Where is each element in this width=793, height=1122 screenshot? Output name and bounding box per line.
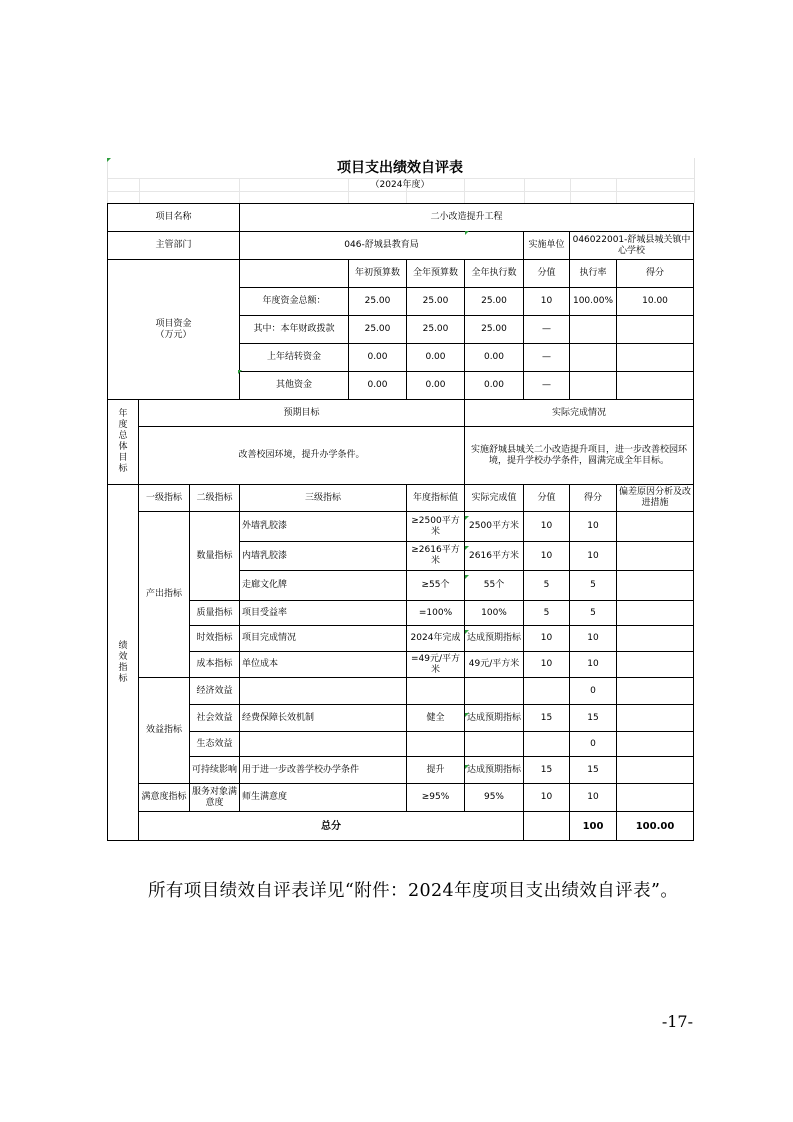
perf-score: 0 [570, 678, 617, 705]
funds-cell [570, 344, 617, 372]
total-score: 100.00 [617, 812, 694, 841]
cell-marker-icon [465, 516, 469, 520]
department-label: 主管部门 [108, 232, 240, 260]
perf-target: ≥55个 [407, 571, 465, 601]
funds-cell: — [524, 344, 570, 372]
perf-actual [465, 678, 524, 705]
evaluation-table [107, 203, 694, 841]
perf-row [108, 705, 694, 732]
project-name-value: 二小改造提升工程 [240, 204, 694, 232]
funds-row-label: 其他资金 [240, 372, 349, 400]
funds-row-label: 年度资金总额： [240, 288, 349, 316]
perf-row [108, 601, 694, 626]
perf-target: 健全 [407, 705, 465, 732]
perf-score: 0 [570, 732, 617, 757]
perf-score-max: 10 [524, 626, 570, 652]
perf-target: 2024年完成 [407, 626, 465, 652]
perf-row [108, 626, 694, 652]
perf-score-max: 10 [524, 652, 570, 678]
perf-l3 [240, 678, 407, 705]
perf-actual: 2616平方米 [465, 542, 524, 571]
perf-l3: 用于进一步改善学校办学条件 [240, 757, 407, 784]
perf-header: 偏差原因分析及改进措施 [617, 485, 694, 512]
perf-l3: 项目完成情况 [240, 626, 407, 652]
perf-score-max [524, 678, 570, 705]
funds-cell: 0.00 [407, 372, 465, 400]
perf-actual: 2500平方米 [465, 512, 524, 542]
funds-header-row [108, 260, 694, 288]
page-subtitle: （2024年度） [370, 180, 430, 190]
perf-header-row [108, 485, 694, 512]
perf-target: 提升 [407, 757, 465, 784]
perf-actual: 100% [465, 601, 524, 626]
perf-note [617, 601, 694, 626]
goals-label: 年度总体目标 [108, 400, 139, 485]
perf-l3: 项目受益率 [240, 601, 407, 626]
funds-cell: — [524, 372, 570, 400]
perf-l3: 经费保障长效机制 [240, 705, 407, 732]
perf-l1: 效益指标 [139, 678, 190, 784]
perf-row [108, 784, 694, 812]
perf-actual: 49元/平方米 [465, 652, 524, 678]
cell-marker-icon [465, 630, 469, 634]
goals-row [108, 427, 694, 485]
page-title: 项目支出绩效自评表 [337, 160, 463, 176]
perf-target [407, 678, 465, 705]
cell-marker-icon [465, 713, 469, 717]
perf-note [617, 757, 694, 784]
funds-blank-header [240, 260, 349, 288]
perf-note [617, 542, 694, 571]
total-max: 100 [570, 812, 617, 841]
perf-l2: 服务对象满意度 [190, 784, 240, 812]
perf-l1: 满意度指标 [139, 784, 190, 812]
unit-label: 实施单位 [524, 232, 570, 260]
project-name-label: 项目名称 [108, 204, 240, 232]
funds-cell: 25.00 [465, 288, 524, 316]
perf-l3: 单位成本 [240, 652, 407, 678]
cell-marker-icon [465, 546, 469, 550]
perf-note [617, 784, 694, 812]
unit-value: 046022001-舒城县城关镇中心学校 [570, 232, 694, 260]
perf-score-max: 10 [524, 542, 570, 571]
perf-score-max: 5 [524, 571, 570, 601]
perf-score: 15 [570, 757, 617, 784]
perf-l2: 时效指标 [190, 626, 240, 652]
perf-score-max: 10 [524, 784, 570, 812]
cell-marker-icon [465, 765, 469, 769]
perf-score-max [524, 732, 570, 757]
total-blank [524, 812, 570, 841]
perf-l2: 成本指标 [190, 652, 240, 678]
department-value: 046-舒城县教育局 [240, 232, 524, 260]
funds-cell: 0.00 [349, 344, 407, 372]
perf-l2: 生态效益 [190, 732, 240, 757]
perf-l2: 可持续影响 [190, 757, 240, 784]
perf-score: 10 [570, 542, 617, 571]
funds-header: 得分 [617, 260, 694, 288]
perf-score: 10 [570, 784, 617, 812]
perf-l3: 外墙乳胶漆 [240, 512, 407, 542]
perf-actual [465, 732, 524, 757]
funds-header: 执行率 [570, 260, 617, 288]
goals-header-row [108, 400, 694, 427]
perf-l2: 质量指标 [190, 601, 240, 626]
perf-header: 二级指标 [190, 485, 240, 512]
perf-header: 一级指标 [139, 485, 190, 512]
perf-header: 年度指标值 [407, 485, 465, 512]
funds-cell: 0.00 [465, 344, 524, 372]
perf-target: ≥2500平方米 [407, 512, 465, 542]
funds-header: 全年预算数 [407, 260, 465, 288]
goals-expected-header: 预期目标 [139, 400, 465, 427]
perf-score: 10 [570, 512, 617, 542]
perf-actual: 55个 [465, 571, 524, 601]
perf-target [407, 732, 465, 757]
perf-header: 三级指标 [240, 485, 407, 512]
perf-row [108, 652, 694, 678]
project-name-row [108, 204, 694, 232]
perf-score-max: 15 [524, 757, 570, 784]
funds-cell: 0.00 [465, 372, 524, 400]
funds-row-label: 其中：本年财政拨款 [240, 316, 349, 344]
perf-score-max: 15 [524, 705, 570, 732]
funds-cell: 10.00 [617, 288, 694, 316]
perf-row [108, 678, 694, 705]
funds-header: 年初预算数 [349, 260, 407, 288]
funds-row-label: 上年结转资金 [240, 344, 349, 372]
perf-row [108, 757, 694, 784]
goals-expected: 改善校园环境，提升办学条件。 [139, 427, 465, 485]
perf-l3: 师生满意度 [240, 784, 407, 812]
funds-cell [617, 344, 694, 372]
perf-header: 得分 [570, 485, 617, 512]
funds-header: 分值 [524, 260, 570, 288]
cell-marker-icon [465, 575, 469, 579]
body-paragraph: 所有项目绩效自评表详见“附件：2024年度项目支出绩效自评表”。 [148, 881, 679, 901]
perf-header: 分值 [524, 485, 570, 512]
funds-cell: 25.00 [349, 288, 407, 316]
perf-score: 5 [570, 571, 617, 601]
funds-header: 全年执行数 [465, 260, 524, 288]
perf-note [617, 512, 694, 542]
total-row [108, 812, 694, 841]
perf-l2: 数量指标 [190, 512, 240, 601]
perf-row [108, 732, 694, 757]
funds-cell: 0.00 [407, 344, 465, 372]
perf-l1: 产出指标 [139, 512, 190, 678]
perf-note [617, 705, 694, 732]
funds-cell [570, 316, 617, 344]
perf-row [108, 512, 694, 542]
total-label: 总分 [139, 812, 524, 841]
funds-cell [617, 372, 694, 400]
perf-note [617, 571, 694, 601]
funds-cell: 10 [524, 288, 570, 316]
perf-score: 5 [570, 601, 617, 626]
perf-target: =49元/平方米 [407, 652, 465, 678]
page-number: -17- [661, 1012, 693, 1031]
perf-note [617, 652, 694, 678]
perf-score-max: 5 [524, 601, 570, 626]
perf-actual: 达成预期指标 [465, 757, 524, 784]
perf-score-max: 10 [524, 512, 570, 542]
perf-actual: 达成预期指标 [465, 626, 524, 652]
perf-l2: 经济效益 [190, 678, 240, 705]
perf-target: ≥95% [407, 784, 465, 812]
department-row [108, 232, 694, 260]
performance-label: 绩效指标 [108, 485, 139, 841]
funds-cell: 25.00 [407, 288, 465, 316]
funds-cell [617, 316, 694, 344]
goals-actual-header: 实际完成情况 [465, 400, 694, 427]
funds-cell: — [524, 316, 570, 344]
funds-label: 项目资金 （万元） [108, 260, 240, 400]
perf-l3 [240, 732, 407, 757]
perf-score: 15 [570, 705, 617, 732]
perf-note [617, 678, 694, 705]
funds-cell: 25.00 [465, 316, 524, 344]
perf-l3: 走廊文化牌 [240, 571, 407, 601]
perf-actual: 达成预期指标 [465, 705, 524, 732]
perf-note [617, 732, 694, 757]
perf-l2: 社会效益 [190, 705, 240, 732]
perf-l3: 内墙乳胶漆 [240, 542, 407, 571]
cell-marker-icon [465, 231, 469, 235]
funds-cell: 25.00 [349, 316, 407, 344]
funds-cell [570, 372, 617, 400]
perf-actual: 95% [465, 784, 524, 812]
funds-cell: 100.00% [570, 288, 617, 316]
perf-target: =100% [407, 601, 465, 626]
perf-score: 10 [570, 652, 617, 678]
perf-note [617, 626, 694, 652]
funds-cell: 25.00 [407, 316, 465, 344]
goals-actual: 实施舒城县城关二小改造提升项目，进一步改善校园环境，提升学校办学条件，圆满完成全年目标。 [465, 427, 694, 485]
cell-marker-icon [238, 370, 242, 374]
perf-header: 实际完成值 [465, 485, 524, 512]
perf-target: ≥2616平方米 [407, 542, 465, 571]
perf-score: 10 [570, 626, 617, 652]
funds-cell: 0.00 [349, 372, 407, 400]
